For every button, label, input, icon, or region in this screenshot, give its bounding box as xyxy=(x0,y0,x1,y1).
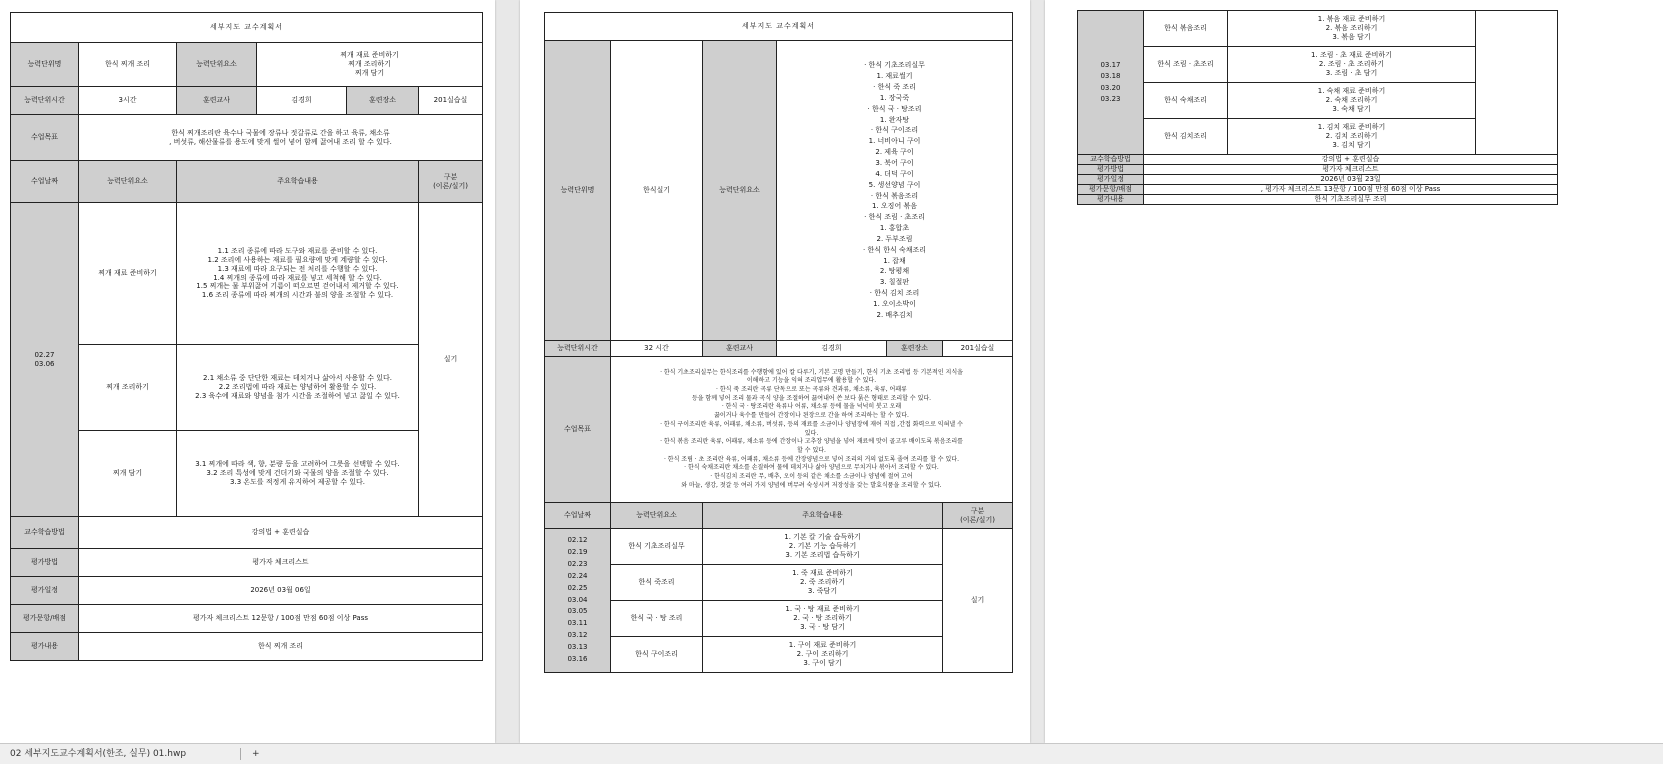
goal-line: 할 수 있다. xyxy=(797,446,826,454)
content-line: 2. 구이 조리하기 xyxy=(796,650,849,659)
date-item: 03.23 xyxy=(1100,94,1121,103)
date-item: 02.19 xyxy=(567,547,588,556)
eval-content-label: 평가내용 xyxy=(11,633,79,661)
element-item: 1. 오징어 볶음 xyxy=(872,202,917,211)
element-item: · 한식 죽 조리 xyxy=(873,83,916,92)
goal-label: 수업목표 xyxy=(11,115,79,161)
content-line: 3. 기본 조리법 습득하기 xyxy=(785,550,860,559)
date-item: 03.17 xyxy=(1100,61,1121,70)
row-content xyxy=(1228,47,1476,83)
eval-method-value: 평가자 체크리스트 xyxy=(1144,165,1558,175)
goal-line: · 한식 기초조리실무는 한식조리를 수행함에 있어 칼 다루기, 기본 고명 만들기, 한식 기초 조리법 등 기본적인 지식을 xyxy=(660,368,963,376)
content-line: 2. 기본 기능 습득하기 xyxy=(788,542,857,551)
eval-date-value: 2026년 03월 06일 xyxy=(79,577,483,605)
method-value: 강의법 + 훈련실습 xyxy=(79,517,483,549)
goal-line: · 한식 죽 조리란 곡류 단독으로 또는 곡류와 견과류, 채소류, 육류, 어패류 xyxy=(716,386,907,394)
row-element: 한식 김치조리 xyxy=(1144,119,1228,155)
kind-header: 구분 (이론/실기) xyxy=(943,503,1013,529)
content-line: 1. 기본 칼 기술 습득하기 xyxy=(784,533,861,542)
status-bar xyxy=(0,743,1663,764)
date-header: 수업날짜 xyxy=(11,161,79,203)
element-item: 4. 더덕 구이 xyxy=(875,169,914,178)
content-line: 2.3 육수에 재료와 양념을 첨가 시간을 조절하여 넣고 끓일 수 있다. xyxy=(195,391,400,400)
element-item: 1. 너비아니 구이 xyxy=(868,137,921,146)
element-item: 1. 잡채 xyxy=(883,256,906,265)
place-label: 훈련장소 xyxy=(887,341,943,357)
page-title: 세부지도 교수계획서 xyxy=(11,13,483,43)
element-item: 2. 제육 구이 xyxy=(875,148,914,157)
goal-text xyxy=(79,115,483,161)
goal-line: · 한식 국 · 탕조리란 육류나 어류, 채소류 등에 물을 넉넉히 붓고 오래 xyxy=(721,403,902,411)
element-item: 2. 탕평채 xyxy=(879,267,910,276)
place-value: 201실습실 xyxy=(943,341,1013,357)
date-item: 03.11 xyxy=(567,619,588,628)
eval-items-label: 평가문항/배점 xyxy=(1078,185,1144,195)
unit-name: 한식실기 xyxy=(611,41,703,341)
element-item: 찌개 담기 xyxy=(354,68,385,77)
row-element: 한식 기초조리실무 xyxy=(611,529,703,565)
eval-date-value: 2026년 03월 23일 xyxy=(1144,175,1558,185)
document-page-1 xyxy=(0,0,495,743)
content-line: 3. 김치 담기 xyxy=(1332,140,1371,149)
eval-items-value: , 평가자 체크리스트 13문항 / 100점 만점 60점 이상 Pass xyxy=(1144,185,1558,195)
kind-value xyxy=(1476,11,1558,155)
row-content xyxy=(703,601,943,637)
hours-value: 3시간 xyxy=(79,87,177,115)
element-item: · 한식 구이조리 xyxy=(870,126,919,135)
eval-method-value: 평가자 체크리스트 xyxy=(79,549,483,577)
content-line: 3. 숙채 담기 xyxy=(1332,104,1371,113)
content-line: 3. 조림 · 초 담기 xyxy=(1325,68,1378,77)
unit-label: 능력단위명 xyxy=(545,41,611,341)
goal-line: , 버섯류, 해산물류를 용도에 맞게 썰어 넣어 함께 끓여내 조리 할 수 있다. xyxy=(169,137,392,146)
row-element: 한식 구이조리 xyxy=(611,637,703,673)
eval-items-label: 평가문항/배점 xyxy=(11,605,79,633)
goal-line: · 한식 숙채조리란 채소를 손질하여 물에 데치거나 삶아 양념으로 무치거나 볶아서 조리할 수 있다. xyxy=(684,464,939,472)
goal-line: · 한식 조림 · 초 조리란 육류, 어패류, 채소류 등에 간장양념으로 넣어 조리의 거의 없도록 졸여 조리를 할 수 있다. xyxy=(663,455,959,463)
element-list xyxy=(257,43,483,87)
goal-line: · 한식김치 조리란 무, 배추, 오이 등의 같은 채소를 소금이나 양념에 절여 고어 xyxy=(710,472,913,480)
content-line: 1. 조림 · 초 재료 준비하기 xyxy=(1311,51,1392,60)
eval-items-value: 평가자 체크리스트 12문항 / 100점 만점 60점 이상 Pass xyxy=(79,605,483,633)
element-item: · 한식 기초조리실무 xyxy=(864,61,925,70)
goal-line: · 한식 볶음 조리란 육류, 어패류, 채소류 등에 간장이나 고추장 양념을 넣어 재료에 맛이 골고루 배이도록 볶음조리를 xyxy=(660,438,963,446)
date-item: 03.18 xyxy=(1100,72,1121,81)
content-line: 1. 죽 재료 준비하기 xyxy=(792,569,853,578)
element-item: 1. 완자탕 xyxy=(879,115,910,124)
hours-label: 능력단위시간 xyxy=(545,341,611,357)
date-item: 02.27 xyxy=(34,350,55,359)
date-item: 02.12 xyxy=(567,536,588,545)
goal-line: 한식 찌개조리란 육수나 국물에 장류나 젓갈류로 간을 하고 육류, 채소류 xyxy=(171,128,390,137)
content-line: 2. 국 · 탕 조리하기 xyxy=(793,614,852,623)
content-line: 1.3 재료에 따라 요구되는 전 처리를 수행할 수 있다. xyxy=(217,264,378,273)
plan-table-1 xyxy=(10,12,483,661)
date-item: 02.23 xyxy=(567,559,588,568)
element-item: · 한식 국 · 탕조리 xyxy=(867,104,922,113)
content-header: 주요학습내용 xyxy=(177,161,419,203)
content-line: 2.2 조리법에 따라 재료는 양념하여 활용할 수 있다. xyxy=(218,383,377,392)
method-label: 교수학습방법 xyxy=(1078,155,1144,165)
goal-label: 수업목표 xyxy=(545,357,611,503)
date-item: 03.12 xyxy=(567,631,588,640)
content-line: 1. 김치 재료 준비하기 xyxy=(1317,123,1386,132)
place-label: 훈련장소 xyxy=(347,87,419,115)
element-label: 능력단위요소 xyxy=(177,43,257,87)
element-item: 2. 두부조림 xyxy=(876,234,913,243)
content-line: 2. 숙채 조리하기 xyxy=(1325,96,1378,105)
plan-table-3 xyxy=(1077,10,1558,205)
goal-text xyxy=(611,357,1013,503)
content-line: 1. 국 · 탕 재료 준비하기 xyxy=(785,605,860,614)
row-element: 한식 볶음조리 xyxy=(1144,11,1228,47)
goal-line: 있다. xyxy=(804,429,819,437)
hours-value: 32 시간 xyxy=(611,341,703,357)
teacher-label: 훈련교사 xyxy=(177,87,257,115)
content-line: 2. 죽 조리하기 xyxy=(800,578,845,587)
unit-name: 한식 찌개 조리 xyxy=(79,43,177,87)
unit-label: 능력단위명 xyxy=(11,43,79,87)
row-content xyxy=(177,345,419,431)
element-item: 3. 북어 구이 xyxy=(875,158,914,167)
date-item: 03.06 xyxy=(34,359,55,368)
add-tab-button[interactable]: + xyxy=(252,749,260,759)
date-item: 03.13 xyxy=(567,643,588,652)
teacher-value: 김경희 xyxy=(257,87,347,115)
date-item: 03.20 xyxy=(1100,83,1121,92)
page-title: 세부지도 교수계획서 xyxy=(545,13,1013,41)
content-line: 1. 구이 재료 준비하기 xyxy=(788,641,857,650)
row-element: 찌개 재료 준비하기 xyxy=(79,203,177,345)
kind-value: 실기 xyxy=(943,529,1013,673)
element-item: 2. 배추김치 xyxy=(876,310,913,319)
date-cell xyxy=(11,203,79,517)
date-item: 02.25 xyxy=(567,583,588,592)
plan-table-2 xyxy=(544,12,1013,673)
row-content xyxy=(1228,83,1476,119)
eval-content-label: 평가내용 xyxy=(1078,195,1144,205)
kind-value: 실기 xyxy=(419,203,483,517)
eval-method-label: 평가방법 xyxy=(11,549,79,577)
content-header: 주요학습내용 xyxy=(703,503,943,529)
element-label: 능력단위요소 xyxy=(703,41,777,341)
tab-divider xyxy=(240,748,241,760)
row-content xyxy=(703,565,943,601)
content-line: 3.3 온도를 적정게 유지하여 제공할 수 있다. xyxy=(230,477,365,486)
content-line: 3. 국 · 탕 담기 xyxy=(800,622,845,631)
hours-label: 능력단위시간 xyxy=(11,87,79,115)
document-page-2 xyxy=(520,0,1030,743)
teacher-label: 훈련교사 xyxy=(703,341,777,357)
element-item: 5. 생선양념 구이 xyxy=(868,180,921,189)
row-element: 한식 숙채조리 xyxy=(1144,83,1228,119)
row-content xyxy=(177,203,419,345)
row-content xyxy=(1228,119,1476,155)
row-element: 한식 국 · 탕 조리 xyxy=(611,601,703,637)
row-element: 찌개 조리하기 xyxy=(79,345,177,431)
teacher-value: 김경희 xyxy=(777,341,887,357)
content-line: 1. 볶음 재료 준비하기 xyxy=(1317,15,1386,24)
row-content xyxy=(703,529,943,565)
element-item: · 한식 한식 숙채조리 xyxy=(863,245,926,254)
element-item: 1. 오이소박이 xyxy=(873,299,916,308)
eval-content-value: 한식 찌개 조리 xyxy=(79,633,483,661)
method-value: 강의법 + 훈련실습 xyxy=(1144,155,1558,165)
content-line: 1.4 찌개의 종류에 따라 재료를 넣고 세척해 할 수 있다. xyxy=(213,273,382,282)
content-line: 3. 구이 담기 xyxy=(803,658,842,667)
content-line: 3. 볶음 담기 xyxy=(1332,32,1371,41)
content-line: 3. 죽담기 xyxy=(807,586,838,595)
kind-header: 구분 (이론/실기) xyxy=(419,161,483,203)
date-cell xyxy=(1078,11,1144,155)
eval-content-value: 한식 기초조리실무 조리 xyxy=(1144,195,1558,205)
row-content xyxy=(177,431,419,517)
eval-date-label: 평가일정 xyxy=(1078,175,1144,185)
row-element: 한식 조림 · 초조리 xyxy=(1144,47,1228,83)
content-line: 2. 김치 조리하기 xyxy=(1325,132,1378,141)
content-line: 1. 숙채 재료 준비하기 xyxy=(1317,87,1386,96)
eval-date-label: 평가일정 xyxy=(11,577,79,605)
element-item: 1. 재료썰기 xyxy=(876,72,913,81)
content-line: 1.2 조리에 사용하는 재료를 필요량에 맞게 계량할 수 있다. xyxy=(207,256,388,264)
date-header: 수업날짜 xyxy=(545,503,611,529)
document-page-3 xyxy=(1045,0,1663,743)
date-item: 02.24 xyxy=(567,571,588,580)
element-item: 3. 칠절판 xyxy=(879,278,910,287)
element-header: 능력단위요소 xyxy=(79,161,177,203)
document-tab[interactable]: 02 세부지도교수계획서(한조, 실무) 01.hwp xyxy=(10,749,187,759)
element-header: 능력단위요소 xyxy=(611,503,703,529)
element-list xyxy=(777,41,1013,341)
goal-line: 등을 함께 넣어 조리 물과 곡식 양을 조절하여 끓여내어 쓴 보다 묽은 형태로 조리할 수 있다. xyxy=(691,394,932,402)
element-item: 1. 장국죽 xyxy=(879,93,910,102)
eval-method-label: 평가방법 xyxy=(1078,165,1144,175)
element-item: 1. 홍합초 xyxy=(879,224,910,233)
content-line: 1.6 조리 종류에 따라 찌개의 시간과 불의 양을 조절할 수 있다. xyxy=(201,291,394,299)
content-line: 1.5 찌개는 물 부위끓여 기름이 떠오르면 걷어내서 제거할 수 있다. xyxy=(196,282,399,291)
element-item: · 한식 조림 · 초조리 xyxy=(864,213,925,222)
date-item: 03.16 xyxy=(567,655,588,663)
element-item: 찌개 재료 준비하기 xyxy=(340,51,399,60)
goal-line: 와 마늘, 생강, 젓갈 등 여러 가지 양념에 버무려 숙성시켜 저장성을 갖는 발효식품을 조리할 수 있다. xyxy=(681,481,942,489)
goal-line: · 한식 구이조리란 육류, 어패류, 채소류, 버섯류, 등의 재료를 소금이나 양념장에 재어 직접 ,간접 화력으로 익혀낼 수 xyxy=(660,420,963,428)
row-content xyxy=(703,637,943,673)
place-value: 201실습실 xyxy=(419,87,483,115)
date-item: 03.04 xyxy=(567,595,588,604)
element-item: · 한식 김치 조리 xyxy=(869,289,920,298)
content-line: 3.1 찌개에 따라 색, 향, 분량 등을 고려하여 그릇을 선택할 수 있다. xyxy=(195,460,400,469)
content-line: 1.1 조리 종류에 따라 도구와 재료를 준비할 수 있다. xyxy=(217,247,378,256)
row-content xyxy=(1228,11,1476,47)
row-element: 찌개 담기 xyxy=(79,431,177,517)
content-line: 2.1 채소류 중 단단한 재료는 데치거나 삶아서 사용할 수 있다. xyxy=(203,374,392,383)
content-line: 2. 볶음 조리하기 xyxy=(1325,24,1378,33)
content-line: 3.2 조리 특성에 맞게 건더기와 국물의 양을 조절할 수 있다. xyxy=(206,469,389,478)
goal-line: 이해하고 기능을 익혀 조리업무에 활용할 수 있다. xyxy=(746,377,877,385)
row-element: 한식 죽조리 xyxy=(611,565,703,601)
goal-line: 끓이거나 육수를 만들어 간장이나 된장으로 간을 하여 조리하는 할 수 있다. xyxy=(714,412,909,420)
content-line: 2. 조림 · 초 조리하기 xyxy=(1318,60,1385,69)
element-item: · 한식 볶음조리 xyxy=(870,191,919,200)
date-cell xyxy=(545,529,611,673)
date-item: 03.05 xyxy=(567,607,588,616)
element-item: 찌개 조리하기 xyxy=(348,60,391,69)
method-label: 교수학습방법 xyxy=(11,517,79,549)
